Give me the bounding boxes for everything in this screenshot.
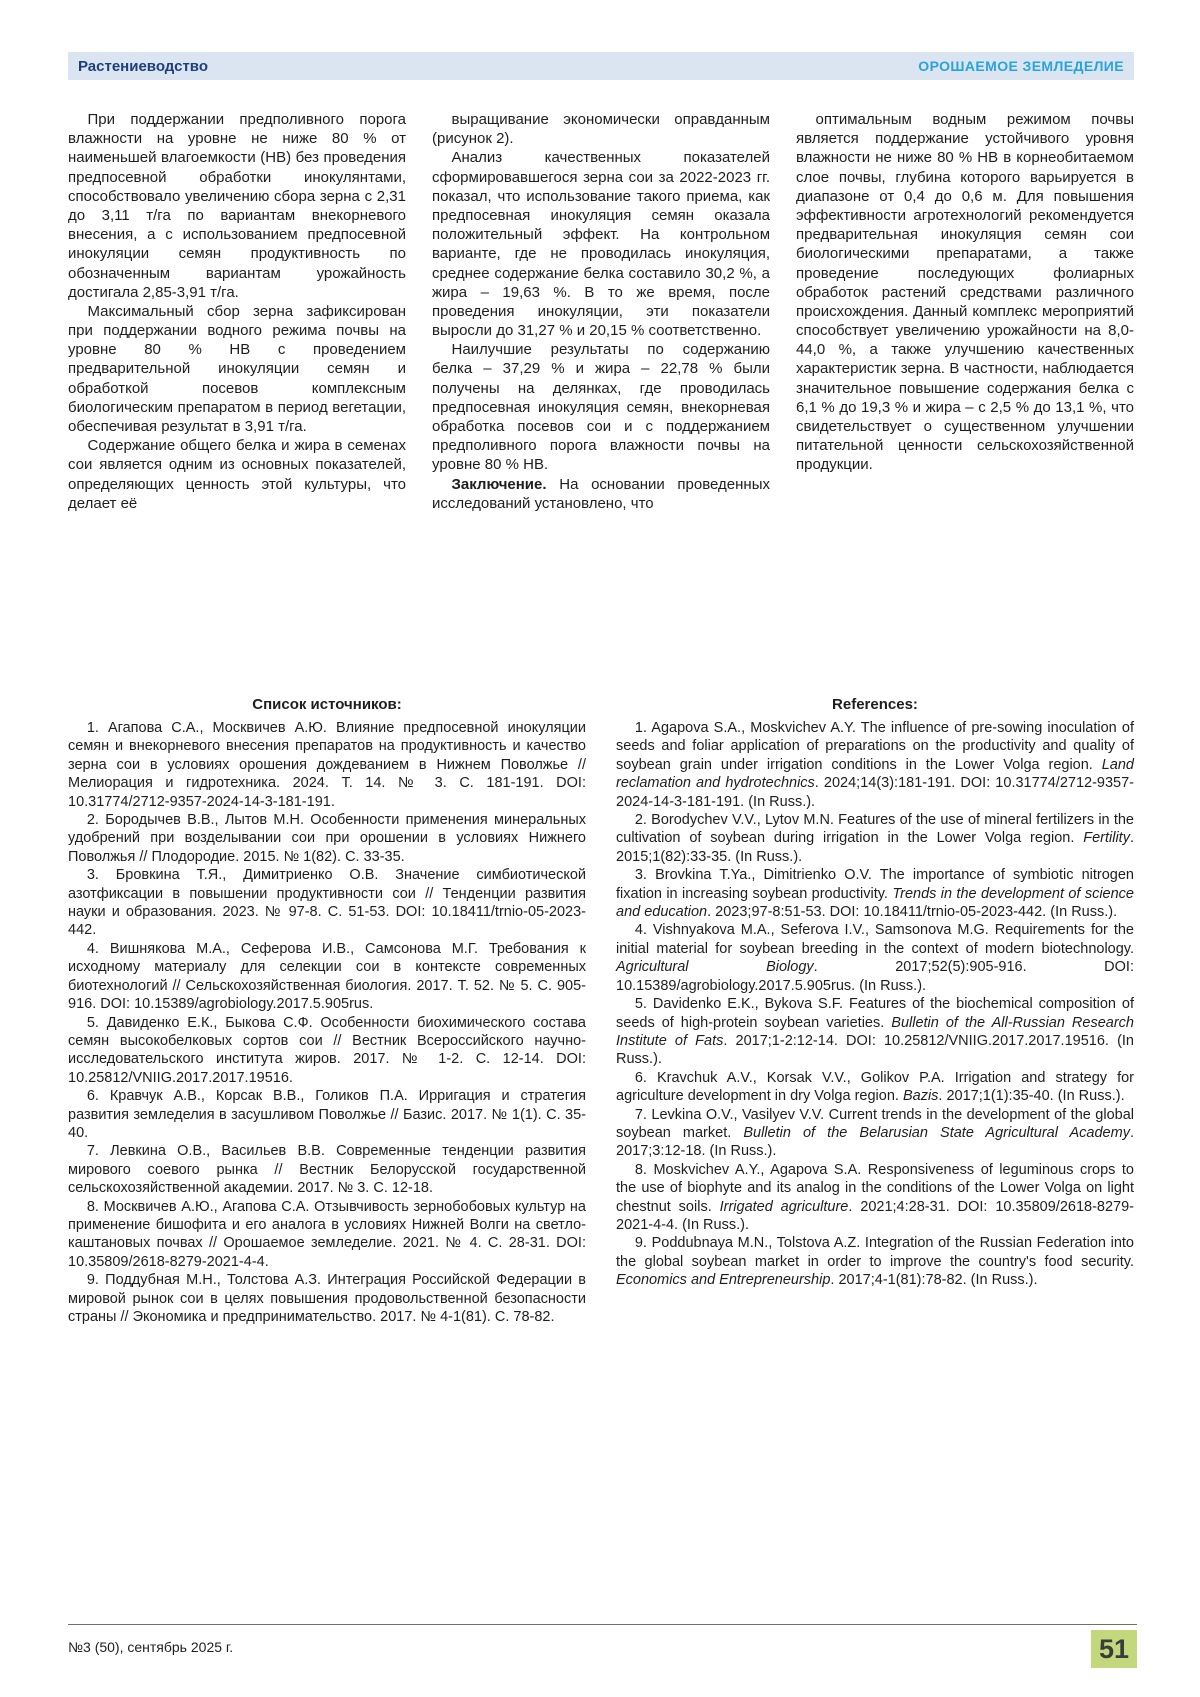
- section-label: Растениеводство: [78, 57, 208, 75]
- reference-item: 1. Agapova S.A., Moskvichev A.Y. The influence of pre-sowing inoculation of seeds and foliar application of preparations on the productivity and quality of soybean grain under irrigation conditions in the Lower Volga region. Land reclamation and hydrotechnics. 2024;14(3):181-191. DOI: 10.31774/2712-9357-2024-14-3-181-191. (In Russ.).: [616, 720, 1134, 810]
- page-number: 51: [1098, 1633, 1130, 1664]
- paragraph: Максимальный сбор зерна зафиксирован при поддержании водного режима почвы на уровне 80 % НВ с проведением предварительной инокуляции семян и обработкой посевов комплексным биологическим препаратом в период вегетации, обеспечивая результат в 3,91 т/га.: [68, 302, 406, 435]
- page-header: [68, 52, 1134, 80]
- reference-item: 8. Москвичев А.Ю., Агапова С.А. Отзывчивость зернобобовых культур на применение бишофита и его аналога в условиях Нижней Волги на светло-каштановых почвах // Орошаемое земледелие. 2021. № 4. С. 28-31. DOI: 10.35809/2618-8279-2021-4-4.: [68, 1198, 586, 1270]
- references-section: [68, 696, 1134, 1326]
- article-column-1: [68, 110, 406, 513]
- references-english-title: References:: [832, 696, 918, 713]
- reference-item: 3. Brovkina T.Ya., Dimitrienko O.V. The importance of symbiotic nitrogen fixation in increasing soybean productivity. Trends in the development of science and education. 2023;97-8:51-53. DOI: 10.18411/trnio-05-2023-442. (In Russ.).: [616, 867, 1134, 921]
- reference-item: 4. Вишнякова М.А., Сеферова И.В., Самсонова М.Г. Требования к исходному материалу для селекции сои в контексте современных биотехнологий // Сельскохозяйственная биология. 2017. Т. 52. № 5. С. 905-916. DOI: 10.15389/agrobiology.2017.5.905rus.: [68, 940, 586, 1013]
- paragraph: оптимальным водным режимом почвы является поддержание устойчивого уровня влажности не ниже 80 % НВ в корнеобитаемом слое почвы, глубина которого варьируется в диапазоне от 0,4 до 0,6 м. Для повышения эффективности агротехнологий рекомендуется предварительная инокуляция семян сои биологическими препаратами, а также проведение последующих фолиарных обработок растений средствами различного происхождения. Данный комплекс мероприятий способствует увеличению урожайности на 8,0-44,0 %, а также улучшению качественных характеристик зерна. В частности, наблюдается значительное повышение содержания белка с 6,1 % до 19,3 % и жира – с 2,5 % до 13,1 %, что свидетельствует о существенном улучшении питательной ценности сельскохозяйственной продукции.: [796, 111, 1134, 474]
- paragraph: выращивание экономически оправданным (рисунок 2).: [432, 111, 770, 148]
- reference-item: 9. Поддубная М.Н., Толстова А.З. Интеграция Российской Федерации в мировой рынок сои в целях повышения продовольственной безопасности страны // Экономика и предпринимательство. 2017. № 4-1(81). С. 78-82.: [68, 1272, 586, 1325]
- paragraph: Содержание общего белка и жира в семенах сои является одним из основных показателей, определяющих ценность этой культуры, что делает её: [68, 437, 406, 512]
- reference-item: 7. Левкина О.В., Васильев В.В. Современные тенденции развития мирового соевого рынка // Вестник Белорусской государственной сельскохозяйственной академии. 2017. № 3. С. 12-18.: [68, 1143, 586, 1197]
- paragraph: Заключение. На основании проведенных исследований установлено, что: [432, 475, 770, 512]
- reference-item: 7. Levkina O.V., Vasilyev V.V. Current trends in the development of the global soybean market. Bulletin of the Belarusian State Agricultural Academy. 2017;3:12-18. (In Russ.).: [616, 1106, 1134, 1160]
- reference-item: 5. Давиденко Е.К., Быкова С.Ф. Особенности биохимического состава семян высокобелковых сортов сои // Вестник Всероссийского научно-исследовательского института жиров. 2017. № 1-2. С. 12-14. DOI: 10.25812/VNIIG.2017.2017.19516.: [68, 1014, 586, 1086]
- references-russian: [68, 696, 586, 1326]
- paragraph: Наилучшие результаты по содержанию белка – 37,29 % и жира – 22,78 % были получены на делянках, где проводилась предпосевная инокуляция семян, внекорневая обработка посевов сои и с поддержанием предполивного порога влажности почвы на уровне 80 % НВ.: [432, 341, 770, 474]
- reference-item: 3. Бровкина Т.Я., Димитриенко О.В. Значение симбиотической азотфиксации в повышении продуктивности сои // Тенденции развития науки и образования. 2023. № 97-8. С. 51-53. DOI: 10.18411/trnio-05-2023-442.: [68, 867, 586, 939]
- reference-item: 5. Davidenko E.K., Bykova S.F. Features of the biochemical composition of seeds of high-protein soybean varieties. Bulletin of the All-Russian Research Institute of Fats. 2017;1-2:12-14. DOI: 10.25812/VNIIG.2017.2017.19516. (In Russ.).: [616, 996, 1134, 1068]
- references-russian-list: [68, 719, 586, 1326]
- reference-item: 8. Moskvichev A.Y., Agapova S.A. Responsiveness of leguminous crops to the use of biophyte and its analog in the conditions of the Lower Volga on light chestnut soils. Irrigated agriculture. 2021;4:28-31. DOI: 10.35809/2618-8279-2021-4-4. (In Russ.).: [616, 1161, 1134, 1233]
- references-english-list: [616, 719, 1134, 1290]
- journal-title: ОРОШАЕМОЕ ЗЕМЛЕДЕЛИЕ: [918, 58, 1124, 74]
- article-body: [68, 110, 1134, 513]
- reference-item: 9. Poddubnaya M.N., Tolstova A.Z. Integration of the Russian Federation into the global soybean market in order to improve the country's food security. Economics and Entrepreneurship. 2017;4-1(81):78-82. (In Russ.).: [616, 1235, 1134, 1289]
- paragraph: Анализ качественных показателей сформировавшегося зерна сои за 2022-2023 гг. показал, что использование такого приема, как предпосевная инокуляция семян оказала положительный эффект. На контрольном варианте, где не проводилась инокуляция, среднее содержание белка составило 30,2 %, а жира – 19,63 %. В то же время, после проведения инокуляции, эти показатели выросли до 31,27 % и 20,15 % соответственно.: [432, 149, 770, 340]
- page-number-badge: [1091, 1630, 1137, 1668]
- reference-item: 6. Kravchuk A.V., Korsak V.V., Golikov P.A. Irrigation and strategy for agriculture development in dry Volga region. Bazis. 2017;1(1):35-40. (In Russ.).: [616, 1069, 1134, 1105]
- paragraph: При поддержании предполивного порога влажности на уровне не ниже 80 % от наименьшей влагоемкости (НВ) без проведения предпосевной обработки инокулянтами, способствовало увеличению сбора зерна с 2,31 до 3,11 т/га по вариантам внекорневого внесения, а с использованием предпосевной инокуляции семян продуктивность по обозначенным вариантам урожайность достигала 2,85-3,91 т/га.: [68, 111, 406, 301]
- issue-info: №3 (50), сентябрь 2025 г.: [68, 1639, 234, 1655]
- reference-item: 2. Borodychev V.V., Lytov M.N. Features of the use of mineral fertilizers in the cultivation of soybean during irrigation in the Lower Volga region. Fertility. 2015;1(82):33-35. (In Russ.).: [616, 812, 1134, 865]
- reference-item: 1. Агапова С.А., Москвичев А.Ю. Влияние предпосевной инокуляции семян и внекорневого внесения препаратов на продуктивность и качество зерна сои в условиях орошения дождеванием в Нижнем Поволжье // Мелиорация и гидротехника. 2024. Т. 14. № 3. С. 181-191. DOI: 10.31774/2712-9357-2024-14-3-181-191.: [68, 720, 586, 810]
- reference-item: 6. Кравчук А.В., Корсак В.В., Голиков П.А. Ирригация и стратегия развития земледелия в засушливом Поволжье // Базис. 2017. № 1(1). С. 35-40.: [68, 1088, 586, 1141]
- references-english: [616, 696, 1134, 1326]
- references-russian-title: Список источников:: [252, 696, 402, 713]
- reference-item: 4. Vishnyakova M.A., Seferova I.V., Samsonova M.G. Requirements for the initial material for soybean breeding in the context of modern biotechnology. Agricultural Biology. 2017;52(5):905-916. DOI: 10.15389/agrobiology.2017.5.905rus. (In Russ.).: [616, 922, 1134, 994]
- article-column-2: [432, 110, 770, 513]
- reference-item: 2. Бородычев В.В., Лытов М.Н. Особенности применения минеральных удобрений при возделывании сои при орошении в условиях Нижнего Поволжья // Плодородие. 2015. № 1(82). С. 33-35.: [68, 812, 586, 865]
- article-column-3: [796, 110, 1134, 513]
- page-footer: [68, 1624, 1137, 1668]
